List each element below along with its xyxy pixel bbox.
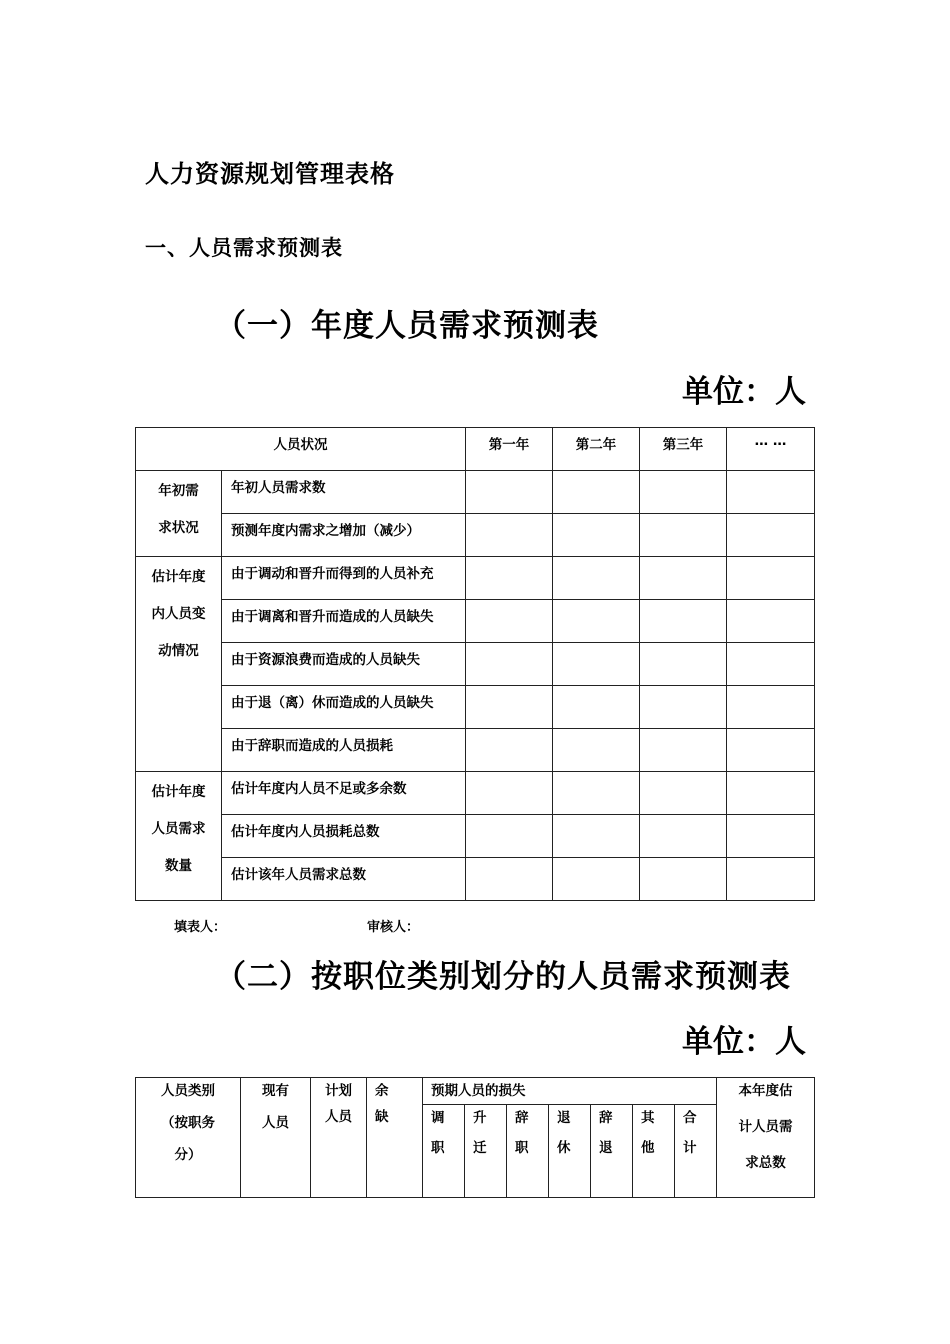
value-cell[interactable] — [727, 686, 815, 729]
value-cell[interactable] — [553, 471, 640, 514]
value-cell[interactable] — [727, 858, 815, 901]
row-category — [136, 557, 222, 772]
value-cell[interactable] — [640, 643, 727, 686]
header-line: 缺 — [375, 1109, 389, 1125]
header-line: 休 — [557, 1140, 571, 1156]
loss-col-dismissal — [591, 1105, 633, 1198]
row-label: 估计该年人员需求总数 — [222, 858, 466, 901]
table2-header-row-1 — [136, 1078, 815, 1105]
table2-unit: 单位：人 — [682, 1024, 806, 1060]
table1-header-row — [136, 428, 815, 471]
category-line: 估计年度 — [151, 569, 206, 585]
header-line: 辞 — [515, 1110, 529, 1126]
header-line: 人员 — [262, 1115, 289, 1131]
filler-label: 填表人： — [174, 920, 227, 935]
header-line: 他 — [641, 1140, 655, 1156]
value-cell[interactable] — [727, 643, 815, 686]
header-year-more: … … — [727, 428, 815, 471]
row-category — [136, 471, 222, 557]
header-line: 升 — [473, 1110, 487, 1126]
value-cell[interactable] — [553, 643, 640, 686]
loss-col-total — [675, 1105, 717, 1198]
value-cell[interactable] — [553, 557, 640, 600]
header-line: 计划 — [325, 1083, 352, 1099]
table-row — [136, 858, 815, 901]
value-cell[interactable] — [640, 686, 727, 729]
header-line: 人员 — [325, 1109, 352, 1125]
value-cell[interactable] — [553, 858, 640, 901]
value-cell[interactable] — [466, 600, 553, 643]
header-expected-loss: 预期人员的损失 — [423, 1078, 717, 1105]
row-label: 由于退（离）休而造成的人员缺失 — [222, 686, 466, 729]
document-title: 人力资源规划管理表格 — [145, 160, 395, 188]
row-label: 预测年度内需求之增加（减少） — [222, 514, 466, 557]
header-category — [136, 1078, 241, 1198]
value-cell[interactable] — [466, 514, 553, 557]
value-cell[interactable] — [553, 686, 640, 729]
value-cell[interactable] — [640, 858, 727, 901]
loss-col-transfer — [423, 1105, 465, 1198]
header-line: 人员类别 — [161, 1083, 215, 1099]
loss-col-other — [633, 1105, 675, 1198]
row-label: 由于资源浪费而造成的人员缺失 — [222, 643, 466, 686]
header-line: 辞 — [599, 1110, 613, 1126]
header-line: （按职务 — [161, 1115, 215, 1131]
header-year-1: 第一年 — [466, 428, 553, 471]
header-line: 合 — [683, 1110, 697, 1126]
row-category — [136, 772, 222, 901]
header-planned-staff — [311, 1078, 367, 1198]
value-cell[interactable] — [466, 471, 553, 514]
header-annual-total — [717, 1078, 815, 1198]
table-row — [136, 729, 815, 772]
value-cell[interactable] — [640, 557, 727, 600]
header-line: 退 — [599, 1140, 613, 1156]
row-label: 由于调动和晋升而得到的人员补充 — [222, 557, 466, 600]
category-line: 动情况 — [158, 643, 199, 659]
header-year-3: 第三年 — [640, 428, 727, 471]
row-label: 年初人员需求数 — [222, 471, 466, 514]
header-line: 分） — [174, 1147, 202, 1163]
header-line: 余 — [375, 1083, 389, 1099]
position-category-demand-table — [135, 1077, 815, 1198]
value-cell[interactable] — [727, 815, 815, 858]
header-line: 职 — [431, 1140, 445, 1156]
category-line: 估计年度 — [151, 784, 206, 800]
value-cell[interactable] — [553, 600, 640, 643]
category-line: 求状况 — [158, 520, 199, 536]
value-cell[interactable] — [640, 514, 727, 557]
table1-body — [136, 428, 815, 901]
value-cell[interactable] — [553, 729, 640, 772]
annual-demand-forecast-table — [135, 427, 815, 901]
value-cell[interactable] — [466, 557, 553, 600]
value-cell[interactable] — [727, 772, 815, 815]
table-row — [136, 600, 815, 643]
category-line: 人员需求 — [151, 821, 206, 837]
value-cell[interactable] — [640, 815, 727, 858]
table-row — [136, 772, 815, 815]
header-line: 计 — [683, 1140, 697, 1156]
header-line: 求总数 — [745, 1155, 786, 1171]
value-cell[interactable] — [640, 729, 727, 772]
section-title: 一、人员需求预测表 — [145, 236, 343, 260]
table-row — [136, 686, 815, 729]
header-line: 计人员需 — [738, 1119, 793, 1135]
value-cell[interactable] — [466, 815, 553, 858]
table2-title: （二）按职位类别划分的人员需求预测表 — [215, 959, 791, 995]
value-cell[interactable] — [727, 600, 815, 643]
row-label: 估计年度内人员不足或多余数 — [222, 772, 466, 815]
loss-col-retirement — [549, 1105, 591, 1198]
header-line: 迁 — [473, 1140, 487, 1156]
loss-col-promotion — [465, 1105, 507, 1198]
table1-unit: 单位：人 — [682, 374, 806, 410]
header-line: 本年度估 — [738, 1083, 793, 1099]
value-cell[interactable] — [640, 471, 727, 514]
loss-col-resignation — [507, 1105, 549, 1198]
value-cell[interactable] — [553, 772, 640, 815]
category-line: 内人员变 — [151, 606, 206, 622]
category-line: 年初需 — [158, 483, 199, 499]
row-label: 估计年度内人员损耗总数 — [222, 815, 466, 858]
value-cell[interactable] — [553, 815, 640, 858]
header-line: 退 — [557, 1110, 571, 1126]
value-cell[interactable] — [466, 643, 553, 686]
value-cell[interactable] — [466, 858, 553, 901]
value-cell[interactable] — [727, 729, 815, 772]
table-row — [136, 557, 815, 600]
table-row — [136, 643, 815, 686]
header-current-staff — [241, 1078, 311, 1198]
table1-title: （一）年度人员需求预测表 — [215, 308, 599, 344]
value-cell[interactable] — [727, 471, 815, 514]
header-status: 人员状况 — [136, 428, 466, 471]
value-cell[interactable] — [640, 600, 727, 643]
reviewer-label: 审核人： — [367, 920, 420, 935]
table-row — [136, 471, 815, 514]
header-line: 调 — [431, 1110, 445, 1126]
value-cell[interactable] — [466, 729, 553, 772]
header-surplus-shortage — [367, 1078, 423, 1198]
header-line: 现有 — [262, 1083, 289, 1099]
category-line: 数量 — [165, 858, 192, 874]
table2-body — [136, 1078, 815, 1198]
row-label: 由于辞职而造成的人员损耗 — [222, 729, 466, 772]
header-line: 职 — [515, 1140, 529, 1156]
table-row — [136, 514, 815, 557]
value-cell[interactable] — [553, 514, 640, 557]
table-row — [136, 815, 815, 858]
header-line: 其 — [641, 1110, 655, 1126]
row-label: 由于调离和晋升而造成的人员缺失 — [222, 600, 466, 643]
value-cell[interactable] — [727, 557, 815, 600]
header-year-2: 第二年 — [553, 428, 640, 471]
value-cell[interactable] — [640, 772, 727, 815]
value-cell[interactable] — [466, 772, 553, 815]
value-cell[interactable] — [727, 514, 815, 557]
value-cell[interactable] — [466, 686, 553, 729]
